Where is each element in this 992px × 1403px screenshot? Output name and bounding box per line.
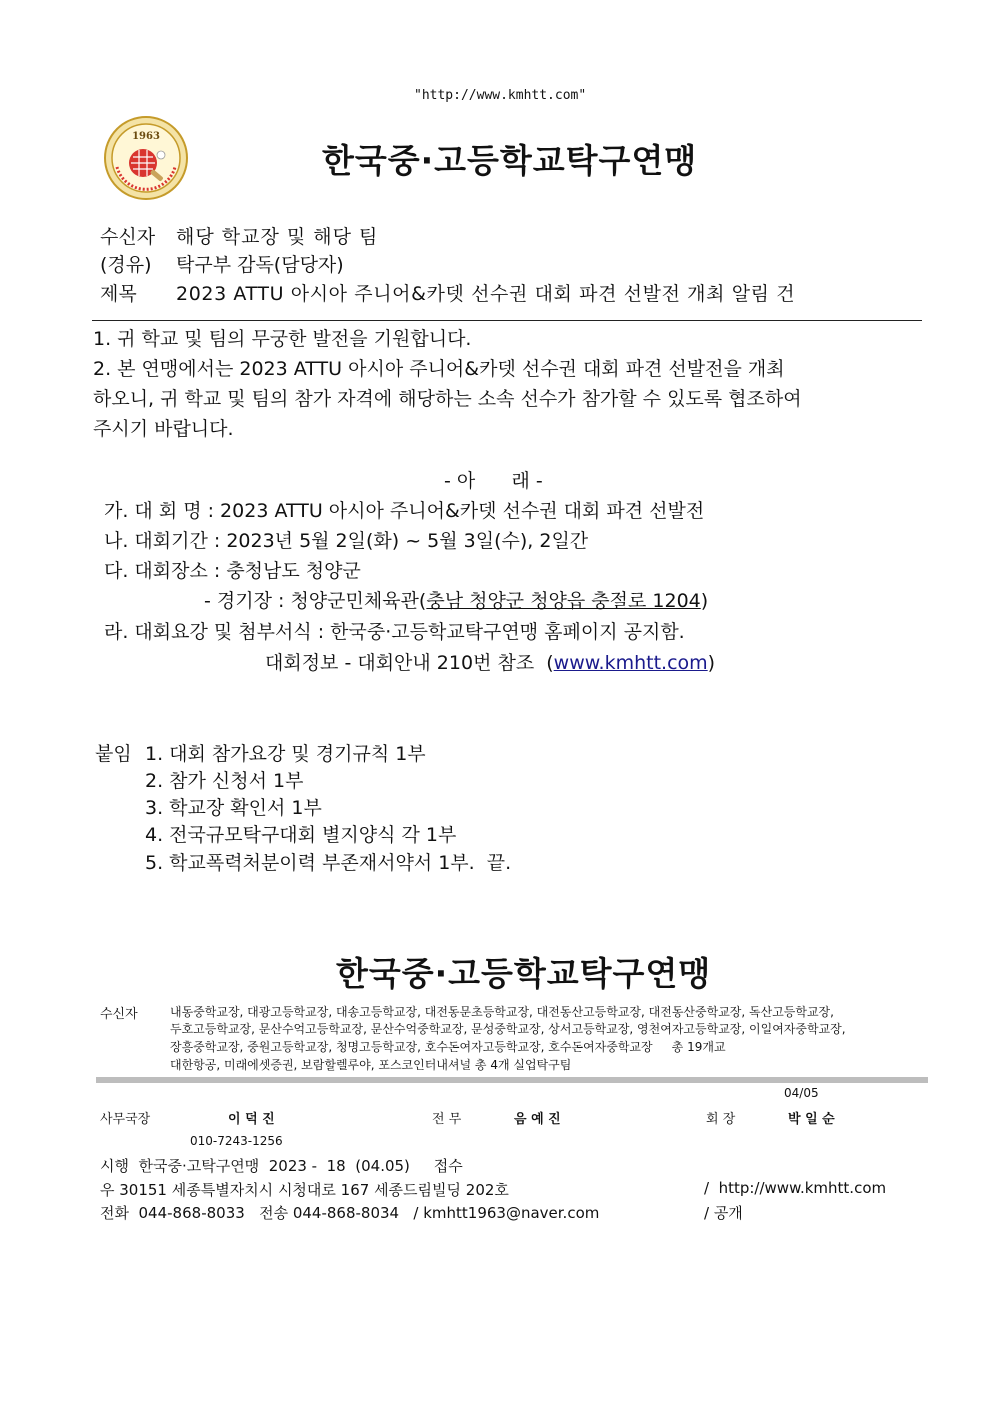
issue-line: 시행 한국중·고탁구연맹 2023 - 18 (04.05) 접수 — [100, 1157, 463, 1175]
recipient-value: 해당 학교장 및 해당 팀 — [176, 226, 379, 248]
footer-recipients-line: 내동중학교장, 대광고등학교장, 대송고등학교장, 대전동문초등학교장, 대전동산고등학교장, 대전동산중학교장, 독산고등학교장, — [170, 1005, 834, 1019]
footer-org-title: 한국중·고등학교탁구연맹 — [336, 954, 712, 993]
subject-value: 2023 ATTU 아시아 주니어&카뎃 선수권 대회 파견 선발전 개최 알림 건 — [176, 283, 796, 305]
public-line: / 공개 — [704, 1204, 743, 1222]
address-line: 우 30151 세종특별자치시 시청대로 167 세종드림빌딩 202호 — [100, 1181, 509, 1199]
footer-date: 04/05 — [784, 1086, 819, 1100]
attachment-item: 2. 참가 신청서 1부 — [145, 770, 304, 792]
attachment-item: 1. 대회 참가요강 및 경기규칙 1부 — [145, 743, 426, 765]
recipient-label: 수신자 — [100, 226, 156, 248]
via-value: 탁구부 감독(담당자) — [176, 254, 344, 276]
secretary-phone: 010-7243-1256 — [190, 1134, 283, 1148]
header-url: "http://www.kmhtt.com" — [414, 88, 587, 103]
secretary-name: 이 덕 진 — [228, 1112, 275, 1127]
website-line: / http://www.kmhtt.com — [704, 1179, 887, 1197]
footer-recipients-label: 수신자 — [100, 1007, 138, 1022]
item-guidelines: 라. 대회요강 및 첨부서식 : 한국중·고등학교탁구연맹 홈페이지 공지함. — [104, 621, 685, 643]
header-divider — [92, 320, 922, 321]
paragraph-2-line-3: 주시기 바랍니다. — [93, 418, 234, 440]
contact-line: 전화 044-868-8033 전송 044-868-8034 / kmhtt1963@naver.com — [100, 1204, 600, 1222]
footer-divider — [96, 1077, 928, 1083]
item-event-period: 나. 대회기간 : 2023년 5월 2일(화) ~ 5월 3일(수), 2일간 — [104, 530, 589, 552]
website-link[interactable]: www.kmhtt.com — [553, 652, 708, 674]
via-label: (경유) — [100, 254, 152, 276]
venue-line — [204, 586, 708, 613]
footer-recipients-line: 대한항공, 미래에셋증권, 보람할렐루야, 포스코인터내셔널 총 4개 실업탁구팀 — [170, 1058, 572, 1072]
footer-recipients-line: 두호고등학교장, 문산수억고등학교장, 문산수억중학교장, 문성중학교장, 상서고등학교장, 영천여자고등학교장, 이일여자중학교장, — [170, 1022, 846, 1036]
paragraph-2-line-2: 하오니, 귀 학교 및 팀의 참가 자격에 해당하는 소속 선수가 참가할 수 있도록 협조하여 — [93, 388, 802, 410]
paragraph-1: 1. 귀 학교 및 팀의 무궁한 발전을 기원합니다. — [93, 328, 472, 350]
venue-address: 충남 청양군 청양읍 충절로 1204 — [426, 590, 701, 612]
venue-prefix: - 경기장 : 청양군민체육관( — [204, 590, 427, 612]
paragraph-2-line-1: 2. 본 연맹에서는 2023 ATTU 아시아 주니어&카뎃 선수권 대회 파견 선발전을 개최 — [93, 358, 785, 380]
president-name: 박 일 순 — [788, 1112, 835, 1127]
logo-year: 1963 — [132, 131, 160, 142]
attachments-label: 붙임 — [95, 743, 132, 765]
below-heading: - 아 래 - — [444, 470, 543, 492]
president-label: 회 장 — [706, 1112, 736, 1127]
org-title: 한국중·고등학교탁구연맹 — [322, 141, 698, 180]
executive-name: 음 예 진 — [514, 1112, 561, 1127]
subject-label: 제목 — [100, 283, 137, 305]
executive-label: 전 무 — [432, 1112, 462, 1127]
attachment-item: 3. 학교장 확인서 1부 — [145, 797, 322, 819]
attachment-item: 5. 학교폭력처분이력 부존재서약서 1부. 끝. — [145, 852, 512, 874]
item-event-location: 다. 대회장소 : 충청남도 청양군 — [104, 560, 361, 582]
footer-recipients-line: 장흥중학교장, 중원고등학교장, 청명고등학교장, 호수돈여자고등학교장, 호수돈여자중학교장 총 19개교 — [170, 1040, 726, 1054]
item-event-name: 가. 대 회 명 : 2023 ATTU 아시아 주니어&카뎃 선수권 대회 파견 선발전 — [104, 500, 705, 522]
venue-suffix: ) — [700, 590, 709, 612]
info-line — [265, 648, 715, 675]
info-suffix: ) — [707, 652, 716, 674]
info-prefix: 대회정보 - 대회안내 210번 참조 ( — [265, 652, 554, 674]
secretary-label: 사무국장 — [100, 1112, 151, 1127]
attachment-item: 4. 전국규모탁구대회 별지양식 각 1부 — [145, 824, 457, 846]
federation-logo — [103, 115, 189, 201]
